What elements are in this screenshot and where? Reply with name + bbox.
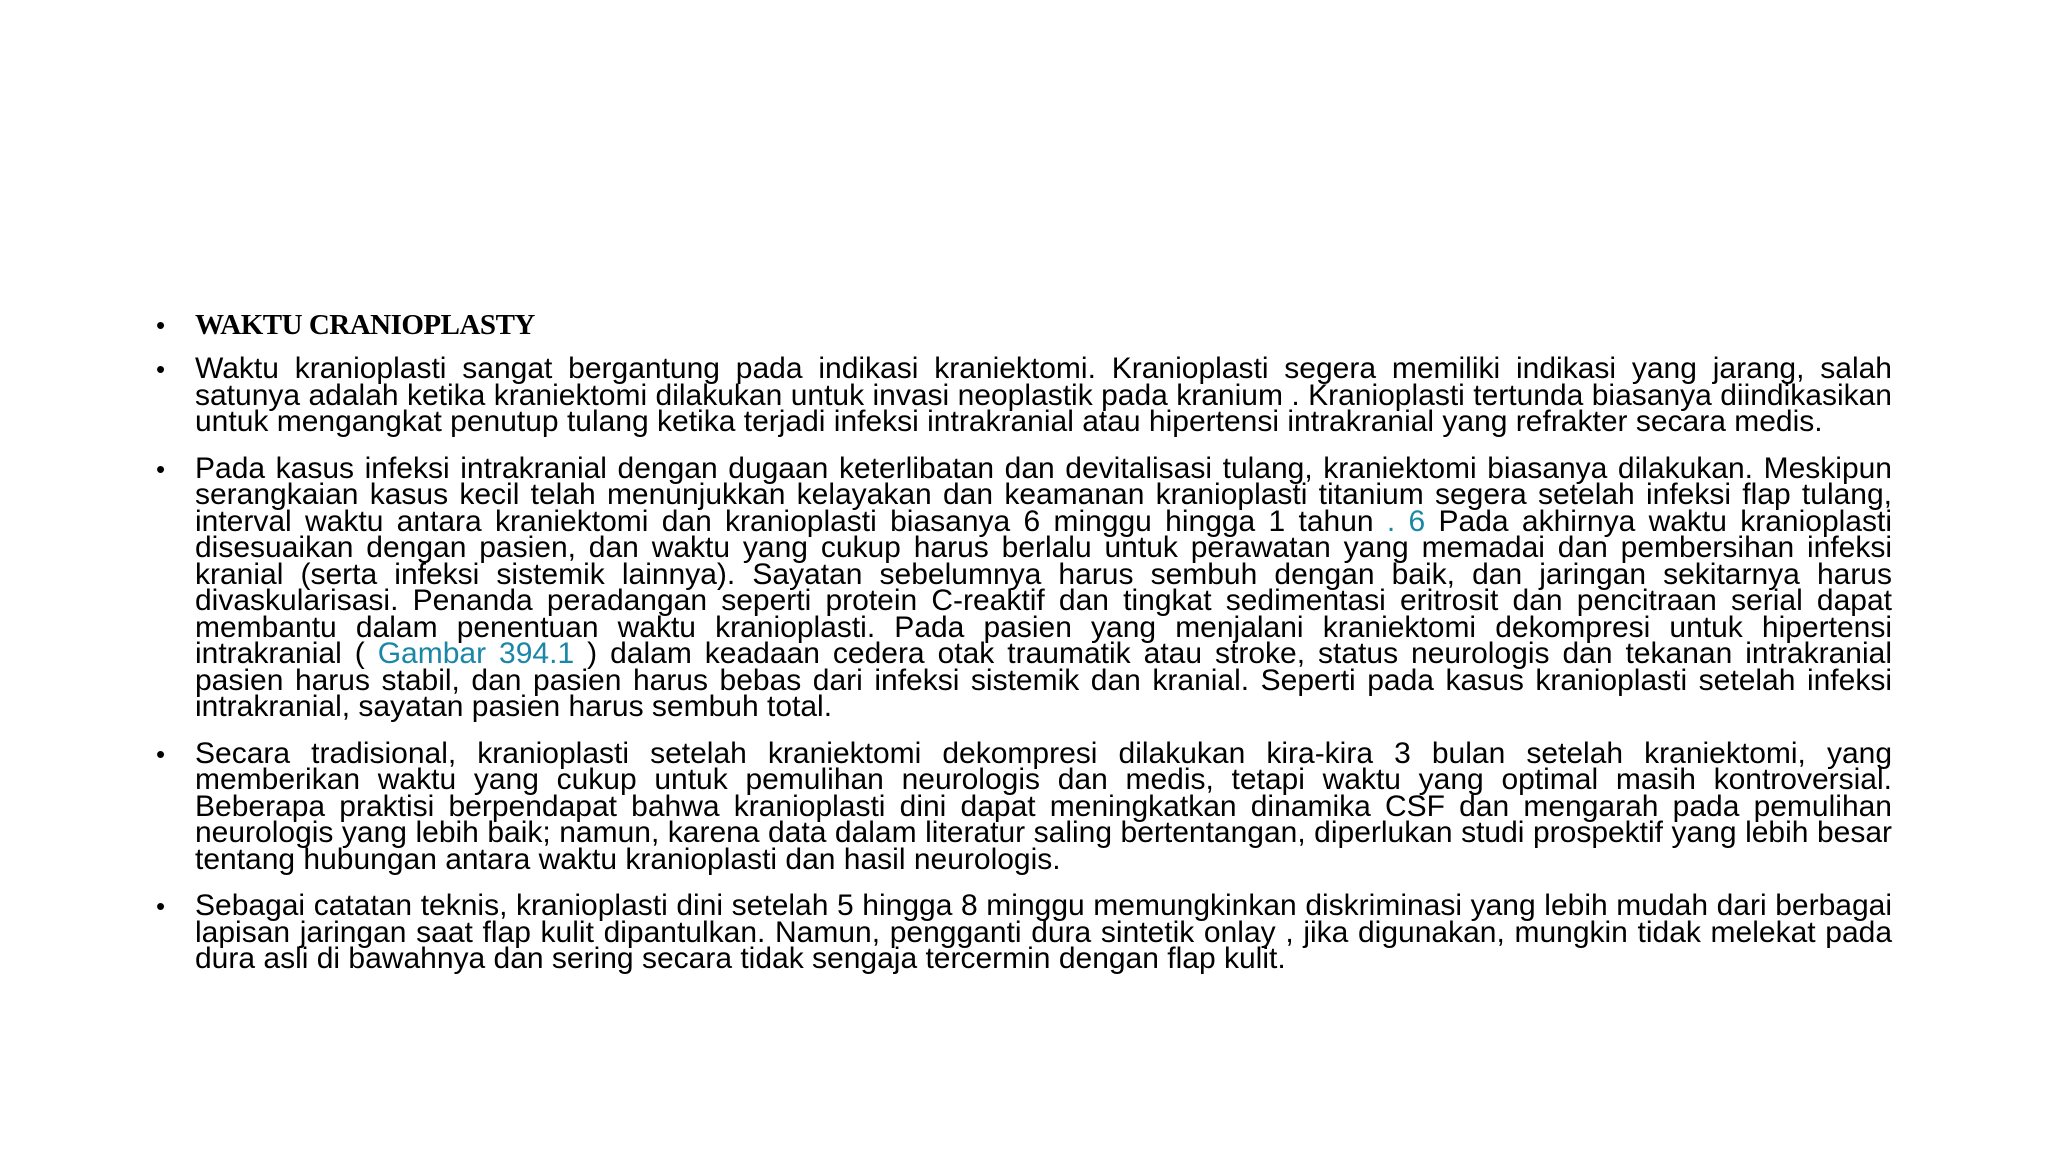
paragraph-timing-indications: [150, 352, 1892, 438]
paragraph-traditional-timing: [150, 736, 1892, 876]
bullet-icon: •: [156, 738, 166, 769]
bullet-icon: •: [156, 453, 166, 484]
paragraph-text-part-b: Pada akhirnya waktu kranioplasti disesuaikan dengan pasien, dan waktu yang cukup harus berlalu untuk perawatan yang memadai dan pembersihan infeksi kranial (serta infeksi sistemik lainnya). Sayatan sebelumnya harus sembuh dengan baik, dan jaringan sekitarnya harus divaskularisasi. Penanda peradangan seperti protein C-reaktif dan tingkat sedimentasi eritrosit dan pencitraan serial dapat membantu dalam penentuan waktu kranioplasti. Pada pasien yang menjalani kraniektomi dekompresi untuk hipertensi intrakranial (: [195, 504, 1892, 670]
slide-content: [150, 302, 1892, 993]
paragraph-text-part-a: Pada kasus infeksi intrakranial dengan dugaan keterlibatan dan devitalisasi tulang, kraniektomi biasanya dilakukan. Meskipun serangkaian kasus kecil telah menunjukkan kelayakan dan keamanan kranioplasti titanium segera setelah infeksi flap tulang, interval waktu antara kraniektomi dan kranioplasti biasanya 6 minggu hingga 1 tahun: [195, 451, 1892, 538]
section-heading: [150, 302, 1892, 348]
heading-text: WAKTU CRANIOPLASTY: [195, 309, 535, 341]
bullet-list: [150, 302, 1892, 973]
paragraph-technical-note: [150, 889, 1892, 975]
bullet-icon: •: [156, 310, 165, 340]
reference-link-6[interactable]: . 6: [1373, 504, 1426, 538]
paragraph-infection-cases: [150, 451, 1892, 723]
paragraph-text-part-c: ) dalam keadaan cedera otak traumatik atau stroke, status neurologis dan tekanan intrakranial pasien harus stabil, dan pasien harus bebas dari infeksi sistemik dan kranial. Seperti pada kasus kranioplasti setelah infeksi intrakranial, sayatan pasien harus sembuh total.: [195, 637, 1892, 723]
paragraph-text: Sebagai catatan teknis, kranioplasti dini setelah 5 hingga 8 minggu memungkinkan diskriminasi yang lebih mudah dari berbagai lapisan jaringan saat flap kulit dipantulkan. Namun, pengganti dura sintetik onlay , jika digunakan, mungkin tidak melekat pada dura asli di bawahnya dan sering secara tidak sengaja tercermin dengan flap kulit.: [195, 889, 1892, 975]
bullet-icon: •: [156, 891, 166, 921]
figure-link-394-1[interactable]: Gambar 394.1: [377, 637, 575, 670]
paragraph-text: Secara tradisional, kranioplasti setelah kraniektomi dekompresi dilakukan kira-kira 3 bulan setelah kraniektomi, yang memberikan waktu yang cukup untuk pemulihan neurologis dan medis, tetapi waktu yang optimal masih kontroversial. Beberapa praktisi berpendapat bahwa kranioplasti dini dapat meningkatkan dinamika CSF dan mengarah pada pemulihan neurologis yang lebih baik; namun, karena data dalam literatur saling bertentangan, diperlukan studi prospektif yang lebih besar tentang hubungan antara waktu kranioplasti dan hasil neurologis.: [195, 736, 1892, 876]
paragraph-text: Waktu kranioplasti sangat bergantung pada indikasi kraniektomi. Kranioplasti segera memiliki indikasi yang jarang, salah satunya adalah ketika kraniektomi dilakukan untuk invasi neoplastik pada kranium . Kranioplasti tertunda biasanya diindikasikan untuk mengangkat penutup tulang ketika terjadi infeksi intrakranial atau hipertensi intrakranial yang refrakter secara medis.: [195, 352, 1892, 438]
bullet-icon: •: [156, 354, 166, 384]
